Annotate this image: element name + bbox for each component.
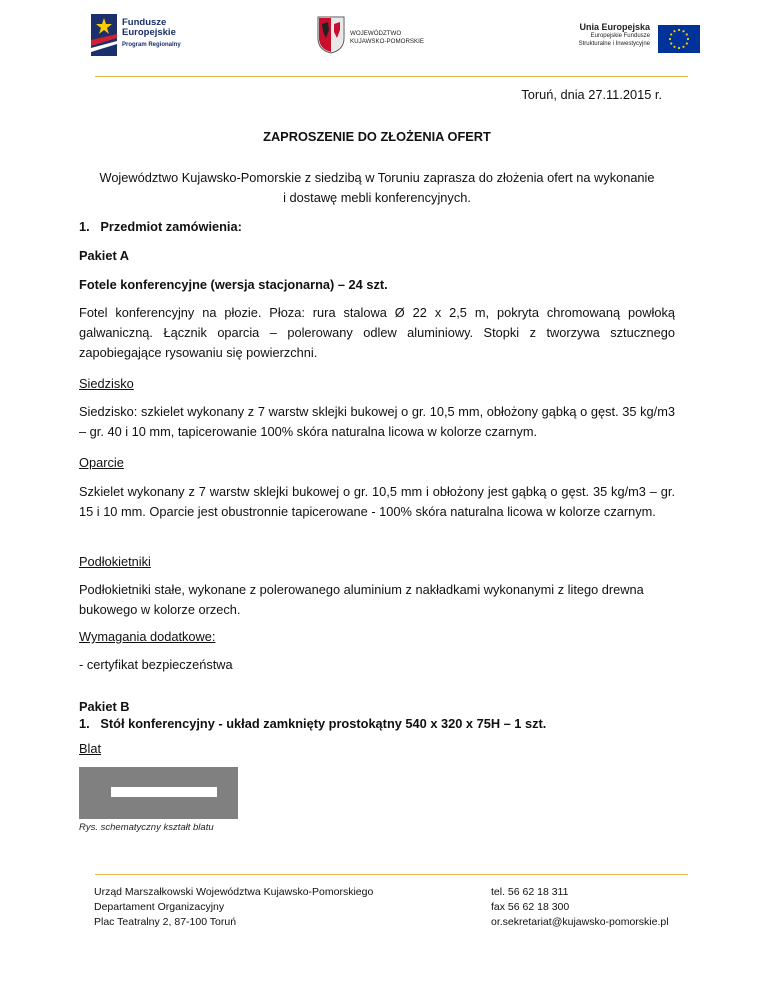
pakiet-a-description: Fotel konferencyjny na płozie. Płoza: rura stalowa Ø 22 x 2,5 m, pokryta chromowaną powłoką galwaniczną. Łącznik oparcia – polerowany odlew aluminiowy. Stopki z tworzywa sztucznego zapobiegające rysowaniu się powierzchni. — [79, 305, 675, 360]
section-1-label: Przedmiot zamówienia: — [100, 219, 242, 234]
pakiet-a-title: Pakiet A — [79, 248, 130, 263]
siedzisko-heading: Siedzisko — [79, 376, 134, 391]
pakiet-a-item: Fotele konferencyjne (wersja stacjonarna) – 24 szt. — [79, 277, 388, 292]
podlokietniki-text: Podłokietniki stałe, wykonane z polerowanego aluminium z nakładkami wykonanymi z litego drewna bukowego w kolorze orzech. — [79, 582, 644, 617]
fe-logo-line1: Fundusze — [122, 17, 167, 28]
footer-office-name: Urząd Marszałkowski Województwa Kujawsko-Pomorskiego — [94, 886, 374, 898]
footer-fax: fax 56 62 18 300 — [491, 901, 570, 913]
section-1-number: 1. — [79, 219, 90, 234]
document-date: Toruń, dnia 27.11.2015 r. — [521, 87, 662, 102]
pakiet-b-item-text: Stół konferencyjny - układ zamknięty prostokątny 540 x 320 x 75H – 1 szt. — [100, 716, 547, 731]
fundusze-europejskie-logo — [91, 14, 211, 56]
ue-logo-line2: Europejskie Fundusze — [590, 33, 650, 39]
footer-contact — [491, 885, 669, 930]
siedzisko-text: Siedzisko: szkielet wykonany z 7 warstw sklejki bukowej o gr. 10,5 mm, obłożony gąbką o gęst. 35 kg/m3 – gr. 40 i 10 mm, tapicerowanie 100% skóra naturalna licowa w kolorze czarnym. — [79, 404, 675, 439]
intro-line-1: Województwo Kujawsko-Pomorskie z siedzibą w Toruniu zaprasza do złożenia ofert na wykonanie — [99, 170, 655, 185]
blat-heading: Blat — [79, 741, 102, 756]
oparcie-heading: Oparcie — [79, 455, 124, 470]
unia-europejska-logo — [555, 22, 700, 58]
footer-email[interactable]: or.sekretariat@kujawsko-pomorskie.pl — [491, 916, 669, 928]
ue-logo-line3: Strukturalne i Inwestycyjne — [578, 41, 650, 47]
intro-line-2: i dostawę mebli konferencyjnych. — [283, 190, 471, 205]
header-divider — [95, 76, 688, 77]
section-1-heading — [79, 217, 675, 237]
wymagania-text: - certyfikat bezpieczeństwa — [79, 657, 233, 672]
woj-logo-line1: WOJEWÓDZTWO — [350, 30, 402, 37]
table-top-caption: Rys. schematyczny kształt blatu — [79, 822, 214, 833]
podlokietniki-heading: Podłokietniki — [79, 554, 151, 569]
fe-logo-line2: Europejskie — [122, 27, 176, 38]
wymagania-heading: Wymagania dodatkowe: — [79, 629, 216, 644]
footer-department: Departament Organizacyjny — [94, 901, 225, 913]
footer-divider — [95, 874, 688, 875]
oparcie-text: Szkielet wykonany z 7 warstw sklejki bukowej o gr. 10,5 mm i obłożony jest gąbką o gęst. 35 kg/m3 – gr. 15 i 10 mm. Oparcie jest obustronnie tapicerowane - 100% skóra naturalna licowa w kolorze czarnym. — [79, 484, 675, 519]
footer-phone: tel. 56 62 18 311 — [491, 886, 569, 898]
coat-of-arms-icon — [317, 16, 345, 54]
footer-address — [94, 885, 373, 930]
document-title: ZAPROSZENIE DO ZŁOŻENIA OFERT — [263, 129, 491, 144]
pakiet-b-title: Pakiet B — [79, 699, 130, 714]
fundusze-europejskie-emblem-icon — [91, 14, 117, 56]
eu-flag-icon — [658, 25, 700, 53]
footer-street: Plac Teatralny 2, 87-100 Toruń — [94, 916, 237, 928]
table-top-inner-opening — [111, 787, 217, 797]
fe-logo-line3: Program Regionalny — [122, 42, 181, 48]
woj-logo-line2: KUJAWSKO-POMORSKIE — [350, 38, 425, 45]
pakiet-b-item — [79, 714, 675, 734]
intro-text — [79, 168, 675, 208]
pakiet-b-item-number: 1. — [79, 716, 90, 731]
table-top-diagram — [79, 767, 238, 819]
wojewodztwo-logo — [317, 16, 457, 56]
ue-logo-line1: Unia Europejska — [579, 22, 650, 32]
